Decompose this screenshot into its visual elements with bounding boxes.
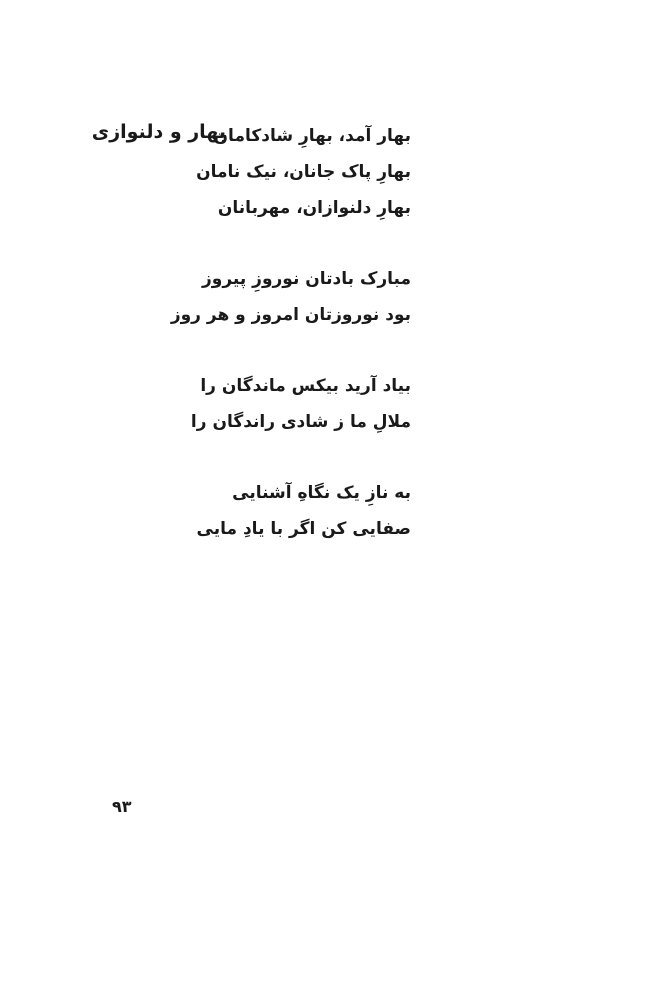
poem-line: مبارک بادتان نوروزِ پیروز: [202, 269, 411, 289]
poem-line: بهارِ دلنوازان، مهربانان: [217, 198, 411, 218]
stanza-4: [91, 475, 411, 547]
page-number: ۹۳: [112, 797, 132, 816]
poem-line: صفایی کن اگر با یادِ مایی: [196, 519, 411, 539]
poem-line: به نازِ یک نگاهِ آشنایی: [232, 483, 411, 503]
poem-body: [91, 118, 411, 582]
poem-line: بیاد آرید بیکس ماندگان را: [200, 376, 411, 396]
poem-title: بهار و دلنوازی: [91, 121, 226, 143]
stanza-2: [91, 261, 411, 333]
stanza-1: [91, 118, 411, 226]
poem-line: بود نوروزتان امروز و هر روز: [170, 305, 411, 325]
stanza-3: [91, 368, 411, 440]
poem-line: بهار آمد، بهارِ شادکامان: [213, 126, 411, 146]
poem-line: ملالِ ما ز شادی راندگان را: [190, 412, 411, 432]
poem-line: بهارِ پاک جانان، نیک نامان: [196, 162, 411, 182]
